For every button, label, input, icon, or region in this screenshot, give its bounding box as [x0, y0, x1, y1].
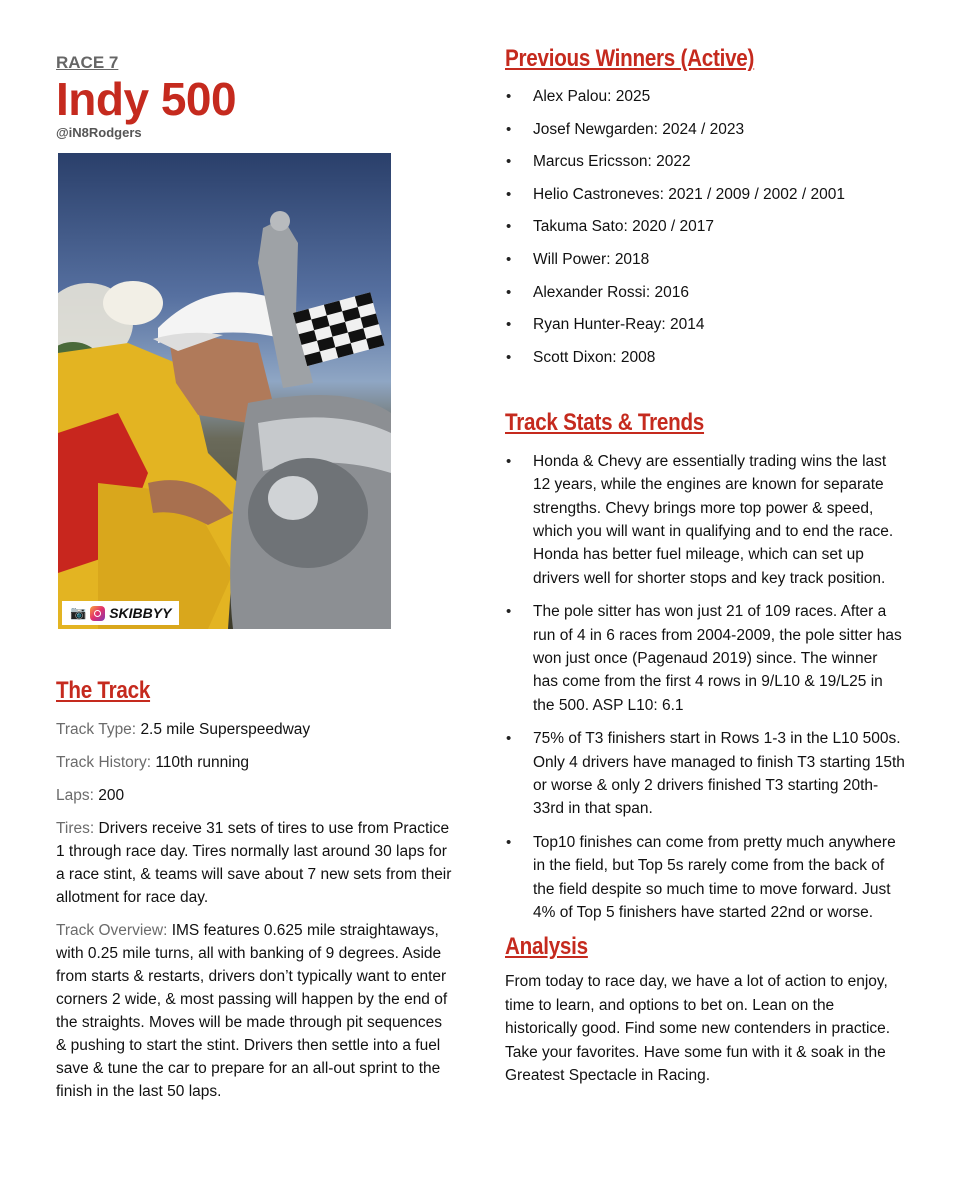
- photo-credit-badge: [62, 601, 179, 625]
- track-field-key: Tires:: [56, 820, 95, 837]
- track-field-key: Track History:: [56, 754, 152, 771]
- track-field-key: Laps:: [56, 787, 94, 804]
- left-column: [56, 52, 456, 1100]
- list-item: • Takuma Sato: 2020 / 2017: [505, 216, 905, 238]
- analysis-text: From today to race day, we have a lot of action to enjoy, time to learn, and options to bet on. Lean on the historically good. Find some new contenders in practice. Take your favorites. Have some fun with it & soak in the Greatest Spectacle in Racing.: [505, 973, 891, 1085]
- list-item: • Scott Dixon: 2008: [505, 347, 905, 369]
- track-field: [56, 718, 456, 741]
- list-item: • Honda & Chevy are essentially trading wins the last 12 years, while the engines are known for separate strengths. Chevy brings more top power & speed, which you will want in qualifying and to end the race. Honda has better fuel mileage, which can set up drivers well for shorter stops and key track position.: [505, 450, 905, 590]
- track-field-value: 2.5 mile Superspeedway: [140, 721, 311, 738]
- list-item: • The pole sitter has won just 21 of 109 races. After a run of 4 in 6 races from 2004-2009, the pole sitter has won just once (Pagenaud 2019) since. The winner has come from the first 4 rows in 9/L10 & 19/L25 in the 500. ASP L10: 6.1: [505, 600, 905, 717]
- track-field: [56, 751, 456, 774]
- race-title: Indy 500: [56, 73, 237, 125]
- list-item: • Marcus Ericsson: 2022: [505, 151, 905, 173]
- stats-list: [505, 450, 905, 925]
- list-item: • Will Power: 2018: [505, 249, 905, 271]
- winners-list: [505, 86, 905, 369]
- instagram-icon: [90, 606, 105, 621]
- track-fields: [56, 718, 456, 1103]
- list-item: • Top10 finishes can come from pretty much anywhere in the field, but Top 5s rarely come from the back of the field despite so much time to move forward. Just 4% of Top 5 finishers have started 22nd or worse.: [505, 831, 905, 925]
- winner-photo: [58, 153, 391, 629]
- analysis-heading: Analysis: [505, 933, 588, 961]
- list-item: • Ryan Hunter-Reay: 2014: [505, 314, 905, 336]
- camera-icon: 📷: [70, 605, 87, 620]
- photo-credit-text: SKIBBYY: [109, 605, 172, 621]
- track-section: [56, 676, 456, 1113]
- track-field-key: Track Overview:: [56, 922, 168, 939]
- right-column: [505, 44, 905, 1088]
- track-field: [56, 784, 456, 807]
- list-item: • 75% of T3 finishers start in Rows 1-3 in the L10 500s. Only 4 drivers have managed to finish T3 starting 15th or worse & only 2 drivers finished T3 starting 20th-33rd in that span.: [505, 727, 905, 821]
- race-label: RACE 7: [56, 53, 119, 72]
- track-heading: The Track: [56, 677, 151, 704]
- list-item: • Alex Palou: 2025: [505, 86, 905, 108]
- track-field-key: Track Type:: [56, 721, 137, 738]
- track-field: [56, 817, 456, 909]
- track-field-value: Drivers receive 31 sets of tires to use from Practice 1 through race day. Tires normally last around 30 laps for a race stint, & teams will save about 7 new sets from their allotment for race day.: [56, 820, 452, 906]
- track-field-value: 110th running: [155, 754, 249, 771]
- track-field-value: IMS features 0.625 mile straightaways, with 0.25 mile turns, all with banking of 9 degrees. Aside from starts & restarts, drivers don’t typically want to enter corners 2 wide, & most passing will happen by the end of the straights. Moves will be made through pit sequences & pushing to start the stint. Drivers then settle into a fuel save & tune the car to prepare for an all-out sprint to the finish in the last 50 laps.: [56, 922, 448, 1100]
- stats-heading: Track Stats & Trends: [505, 408, 705, 436]
- winner-photo-illustration: [58, 153, 391, 629]
- winners-heading: Previous Winners (Active): [505, 45, 755, 72]
- author-handle: @iN8Rodgers: [56, 125, 142, 140]
- list-item: • Helio Castroneves: 2021 / 2009 / 2002 / 2001: [505, 184, 905, 206]
- list-item: • Alexander Rossi: 2016: [505, 282, 905, 304]
- track-field-value: 200: [98, 787, 125, 804]
- track-field: [56, 919, 456, 1103]
- list-item: • Josef Newgarden: 2024 / 2023: [505, 119, 905, 141]
